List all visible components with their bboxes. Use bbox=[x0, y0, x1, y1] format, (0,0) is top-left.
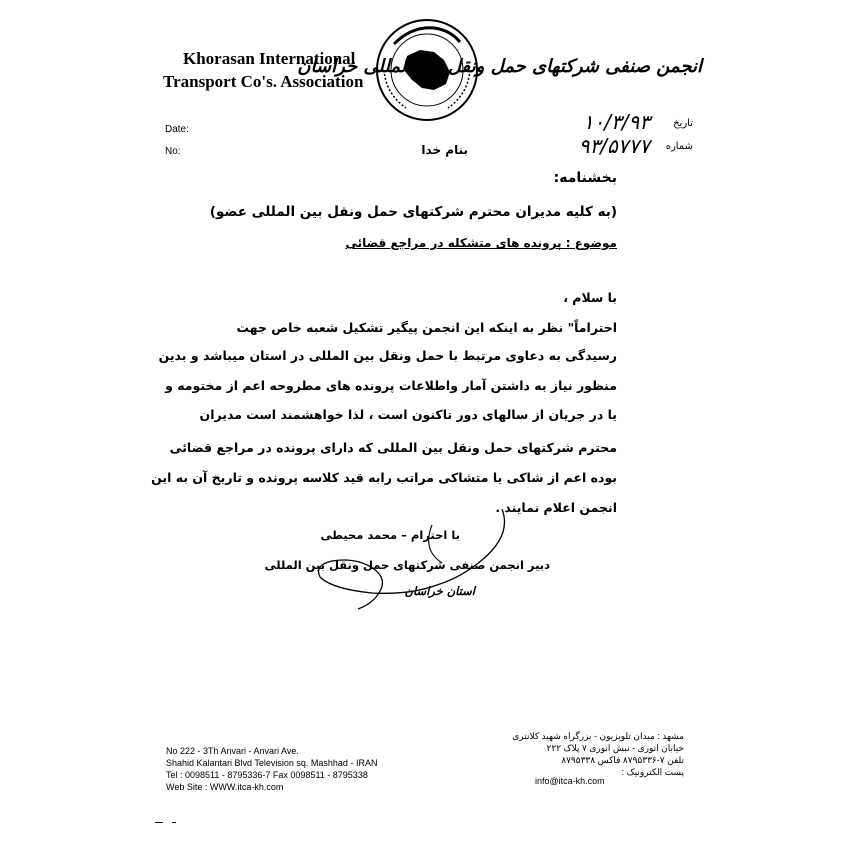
footer-en-line: Web Site : WWW.itca-kh.com bbox=[166, 782, 284, 792]
date-label-fa: تاریخ bbox=[673, 118, 693, 129]
closing: با احترام – محمد محیطی bbox=[320, 528, 460, 542]
number-label-fa: شماره bbox=[665, 141, 693, 152]
number-value: ۹۳/۵۷۷۷ bbox=[578, 134, 650, 158]
signature-title-line2: استان خراسان bbox=[404, 584, 475, 598]
footer-en-line: No 222 - 3Th Anvari - Anvari Ave. bbox=[166, 746, 299, 756]
subject-line: موضوع : پرونده های متشکله در مراجع قضائی bbox=[345, 236, 617, 250]
association-name-en-line1: Khorasan International bbox=[183, 49, 356, 68]
body-line: احتراماً" نظر به اینکه این انجمن پیگیر تشکیل شعبه خاص جهت bbox=[236, 320, 617, 335]
body-line: انجمن اعلام نمایند . bbox=[495, 500, 617, 515]
signature-title-line1: دبیر انجمن صنفی شرکتهای حمل ونقل بین المللی bbox=[264, 558, 550, 572]
body-line: منظور نیاز به داشتن آمار واطلاعات پرونده های مطروحه اعم از مختومه و bbox=[165, 378, 617, 393]
association-name-fa: انجمن صنفی شرکتهای حمل ونقل بین المللی خراسان bbox=[297, 56, 702, 77]
footer-fa-line: خیابان انوری - نبش انوری ۷ پلاک ۲۲۲ bbox=[546, 743, 684, 753]
association-name-en-line2: Transport Co's. Association bbox=[163, 72, 364, 91]
footer-fa-line: تلفن ۷-۸۷۹۵۳۳۶ فاکس ۸۷۹۵۳۳۸ bbox=[561, 755, 684, 765]
document-type: بخشنامه: bbox=[553, 170, 617, 186]
invocation: بنام خدا bbox=[421, 143, 468, 157]
body-line: یا در جریان از سالهای دور تاکنون است ، لذا خواهشمند است مدیران bbox=[199, 407, 617, 422]
no-label-en: No: bbox=[165, 146, 181, 157]
footer-address-en bbox=[166, 745, 377, 793]
body-line: رسیدگی به دعاوی مرتبط با حمل ونقل بین المللی در استان میباشد و بدین bbox=[158, 348, 617, 363]
footer-email: info@itca-kh.com bbox=[535, 776, 605, 786]
footer-en-line: Tel : 0098511 - 8795336-7 Fax 0098511 - 8795338 bbox=[166, 770, 368, 780]
greeting: با سلام ، bbox=[563, 290, 617, 305]
recipient-line: (به کلیه مدیران محترم شرکتهای حمل ونقل بین المللی عضو) bbox=[209, 204, 617, 220]
footer-en-line: Shahid Kalantari Blvd Television sq. Mashhad - IRAN bbox=[166, 758, 378, 768]
body-line: محترم شرکتهای حمل ونقل بین المللی که دارای پرونده در مراجع قضائی bbox=[169, 440, 617, 455]
footer-fa-line: مشهد : میدان تلویزیون - بزرگراه شهید کلانتری bbox=[512, 731, 684, 741]
date-label-en: Date: bbox=[165, 124, 189, 135]
date-value: ۱۰/۳/۹۳ bbox=[582, 110, 650, 134]
scan-mark bbox=[172, 822, 176, 823]
footer-fa-line: پست الکترونیک : bbox=[621, 767, 684, 777]
scan-mark bbox=[155, 822, 163, 823]
footer-address-fa bbox=[512, 730, 684, 778]
body-line: بوده اعم از شاکی یا متشاکی مراتب رابه قید کلاسه پرونده و تاریخ آن به این bbox=[151, 470, 617, 485]
handwritten-signature bbox=[312, 505, 522, 615]
